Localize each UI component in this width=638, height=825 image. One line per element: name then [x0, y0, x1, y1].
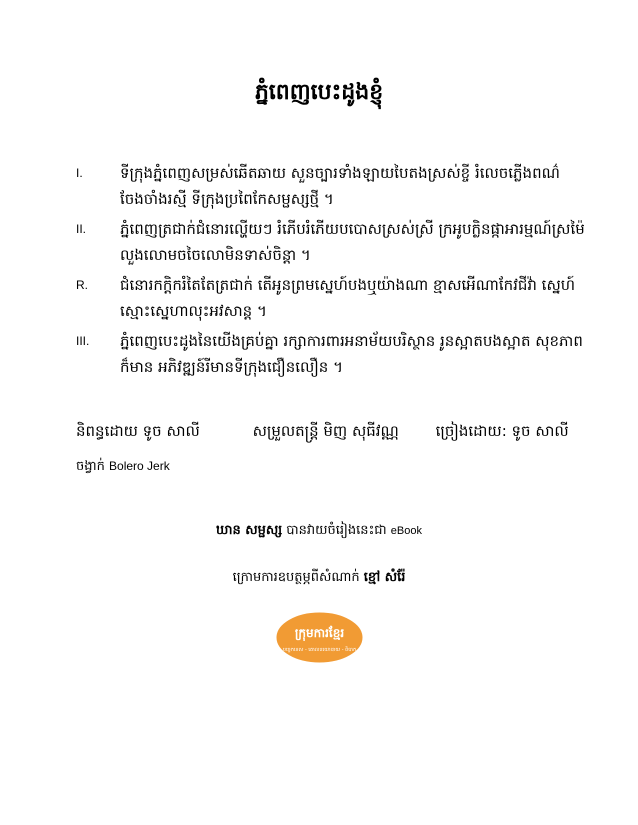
verse-number: I. [76, 166, 83, 180]
verse-item [76, 328, 586, 380]
sponsor-line [0, 567, 638, 589]
sponsor-label: ក្រោមការឧបត្ថម្ភពីសំណាក់ [232, 570, 360, 585]
ebook-format: eBook [390, 525, 422, 537]
verse-text: ភ្នំពេញត្រជាក់ជំនោរល្ហើយៗ រំភើបរំភើយបបោសស្រស់ស្រី ក្រអូបក្លិនផ្កាអារម្មណ៍ស្រម៉ៃ លួងលោមចចៃលោមិនទាស់ចិន្ដា ។ [120, 220, 585, 264]
verse-number: III. [76, 334, 90, 348]
logo-main-text: ក្រុមការខ្មែរ [294, 626, 345, 640]
verse-list [76, 160, 586, 384]
chorus-text: ជំនោរកក្ដិករំតៃតែត្រជាក់ តើអូនព្រមស្នេហ៍បងឬយ៉ាងណា ខ្មាសអើណាកែវជីវ៉ា ស្នេហ៍ស្មោះស្នេហាលុះអវសាន្ដ ។ [120, 276, 576, 320]
song-title: ភ្នំពេញបេះដូងខ្ញុំ [254, 80, 384, 105]
melody-line [76, 455, 170, 478]
composer-credit: សម្រួលតន្ត្រី មិញ សុធីវណ្ណ [252, 422, 399, 440]
chorus-number: R. [76, 278, 88, 292]
ebook-action: បានវាយចំរៀងនេះជា [286, 523, 387, 538]
verse-item [76, 216, 586, 268]
verse-text: ភ្នំពេញបេះដូងនៃយើងគ្រប់គ្នា រក្សាការពារអនាម័យបរិស្ថាន រូនស្អាតបងស្អាត សុខភាពក៏មាន អភិវឌ្ឍន៍រីមានទីក្រុងជឿនលឿន ។ [120, 332, 583, 376]
ebook-credit-line [0, 520, 638, 542]
sponsor-logo [274, 610, 365, 665]
logo-sub-text: បច្ចេកទេស - គោលនយោបាយ - ពិបាក [282, 647, 357, 653]
lyricist-credit: និពន្ធដោយ ទូច សាលី [76, 422, 200, 440]
singer-credit: ច្រៀងដោយ: ទូច សាលី [435, 422, 569, 440]
verse-number: II. [76, 222, 87, 236]
verse-text: ទីក្រុងភ្នំពេញសម្រស់ឆើតឆាយ សួនច្បារទាំងឡាយបៃតងស្រស់ខ្ចី រំលេចភ្លើងពណ៌ចែងចាំងរស្មី ទីក្រុងប្រពៃកែសម្ផស្សថ្មី ។ [120, 164, 560, 208]
credits-line [76, 418, 596, 444]
melody-label: ចង្វាក់ [76, 459, 105, 474]
sponsor-name: ខ្មៅ សំរ៉ែ [363, 570, 406, 585]
chorus-item [76, 272, 586, 324]
typist-name: ឃាន សម្ផស្ស [215, 523, 283, 538]
melody-value: Bolero Jerk [109, 459, 170, 473]
verse-item [76, 160, 586, 212]
